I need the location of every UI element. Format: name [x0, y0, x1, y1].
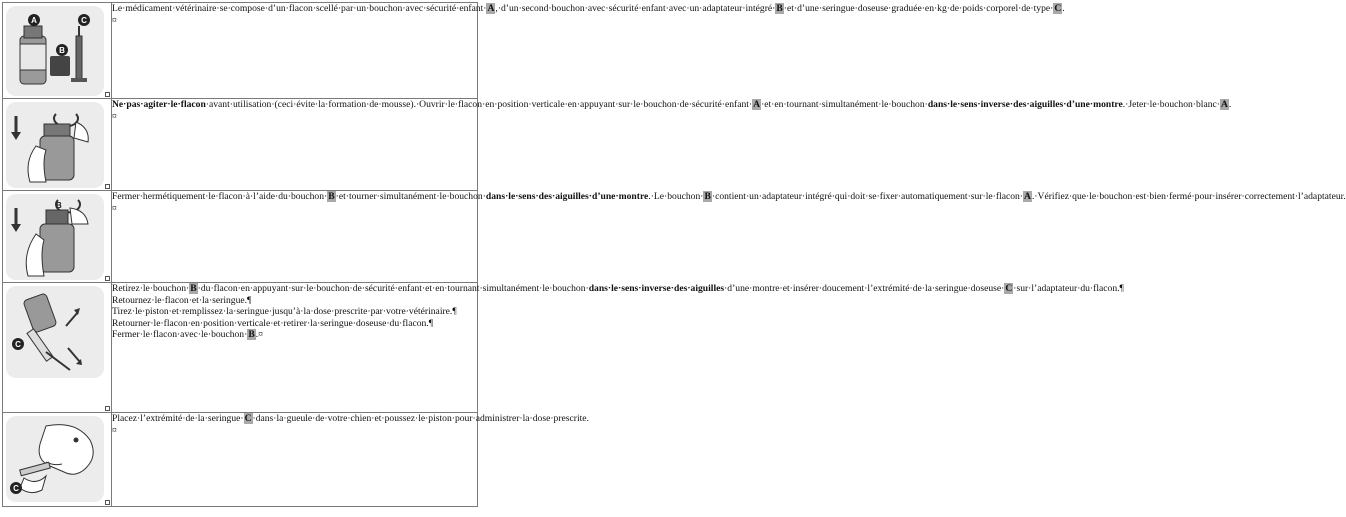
bold-text: dans·le·sens·inverse·des·aiguilles·d’une·montre — [927, 99, 1123, 110]
body-text: Fermer·le·flacon·avec·le·bouchon· — [112, 329, 248, 341]
component-label: A — [753, 99, 761, 110]
bold-text: dans·le·sens·des·aiguilles·d’une·montre — [485, 191, 649, 202]
paragraph-end-text: ·dans·la·gueule·de·votre·chien·et·poussez·le·piston·pour·administrer·la·dose·prescrite.¤ — [112, 413, 589, 436]
instruction-paragraph — [112, 306, 477, 318]
illustration-cell — [3, 3, 112, 99]
instruction-paragraph — [112, 329, 477, 341]
step-row-3 — [3, 191, 478, 283]
body-text: ·d’une·montre·et·insérer·doucement·l’extrémité·de·la·seringue·doseuse· — [724, 283, 1005, 294]
cell-end-marker — [105, 92, 110, 97]
paragraph-end-text: ·sur·l’adaptateur·du·flacon.¶ — [1013, 283, 1124, 294]
label-a: A — [31, 16, 37, 25]
bold-text: Ne·pas·agiter·le·flacon — [112, 99, 206, 110]
text-cell — [112, 191, 1346, 283]
cell-end-marker — [105, 500, 110, 505]
paragraph-end-text: .¤ — [255, 329, 263, 341]
label-b: B — [59, 46, 65, 55]
body-text: ·et·tourner·simultanément·le·bouchon· — [335, 191, 486, 202]
component-label: C — [244, 413, 252, 424]
cell-end-marker — [105, 276, 110, 281]
component-label: B — [704, 191, 711, 202]
cell-end-marker — [105, 184, 110, 189]
component-label: A — [1024, 191, 1031, 202]
illustration-cell — [3, 283, 112, 413]
component-label: B — [776, 3, 783, 14]
instruction-paragraph — [112, 283, 1124, 295]
paragraph-end-text: .¤ — [112, 99, 1232, 122]
component-label: A — [1220, 99, 1228, 110]
label-b: B — [56, 201, 62, 210]
label-c: C — [15, 340, 21, 349]
body-text: .·Jeter·le·bouchon·blanc· — [1122, 99, 1220, 110]
body-text: ,·d’un·second·bouchon·avec·sécurité·enfant·avec·un·adaptateur·intégré· — [495, 3, 776, 14]
syringe-fill-illustration — [6, 286, 104, 378]
bold-text: dans·le·sens·inverse·des·aiguilles — [588, 283, 725, 294]
text-cell — [112, 3, 1065, 99]
step-row-4 — [3, 283, 478, 413]
body-text: ·du·flacon·en·appuyant·sur·le·bouchon·de·sécurité·enfant·et·en·tournant·simultanément·le·bouchon· — [197, 283, 589, 294]
dog-dosing-illustration — [6, 416, 104, 502]
instruction-paragraph — [112, 3, 1065, 26]
component-label: C — [1054, 3, 1062, 14]
paragraph-end-text: Retourner·le·flacon·en·position·verticale·et·retirer·la·seringue·doseuse·du·flacon.¶ — [112, 317, 434, 329]
text-cell — [112, 283, 1124, 413]
instruction-paragraph — [112, 318, 477, 330]
instructions-table — [2, 2, 1346, 507]
step-row-1 — [3, 3, 478, 99]
component-label: B — [190, 283, 197, 294]
step-row-5 — [3, 413, 478, 507]
paragraph-end-text: .·Vérifiez·que·le·bouchon·est·bien·fermé·pour·insérer·correctement·l’adaptateur.¤ — [112, 191, 1346, 214]
cell-end-marker — [105, 406, 110, 411]
text-cell — [112, 99, 1232, 191]
label-c: C — [81, 16, 87, 25]
illustration-cell — [3, 191, 112, 283]
body-text: Placez·l’extrémité·de·la·seringue· — [112, 413, 244, 424]
instruction-paragraph — [112, 295, 477, 307]
illustration-cell — [3, 413, 112, 507]
instruction-paragraph — [112, 99, 1232, 122]
component-label: A — [487, 3, 495, 14]
body-text: Le·médicament·vétérinaire·se·compose·d’un·flacon·scellé·par·un·bouchon·avec·sécurité·enfant· — [112, 3, 487, 14]
paragraph-end-text: Retournez·le·flacon·et·la·seringue.¶ — [112, 294, 252, 306]
text-cell — [112, 413, 589, 507]
body-text: Retirez·le·bouchon· — [112, 283, 190, 294]
close-bottle-illustration — [6, 194, 104, 280]
body-text: ·et·en·tournant·simultanément·le·bouchon· — [761, 99, 928, 110]
body-text: ·avant·utilisation·(ceci·évite·la·formation·de·mousse).·Ouvrir·le·flacon·en·position·verticale·en·appuyant·sur·le·bouchon·de·sécurité·enfant· — [205, 99, 753, 110]
body-text: Fermer·hermétiquement·le·flacon·à·l’aide·du·bouchon· — [112, 191, 328, 202]
component-label: B — [328, 191, 335, 202]
bottle-kit-illustration — [6, 6, 104, 96]
illustration-cell — [3, 99, 112, 191]
component-label: B — [248, 329, 255, 341]
body-text: .·Le·bouchon· — [648, 191, 704, 202]
body-text: ·et·d’une·seringue·doseuse·graduée·en·kg·de·poids·corporel·de·type· — [783, 3, 1054, 14]
step-row-2 — [3, 99, 478, 191]
paragraph-end-text: Tirez·le·piston·et·remplissez·la·seringue·jusqu’à·la·dose·prescrite·par·votre·vétérinaire.¶ — [112, 306, 457, 318]
label-c: C — [13, 484, 19, 493]
paragraph-end-text: .¤ — [112, 3, 1065, 26]
instruction-paragraph — [112, 191, 1346, 214]
body-text: ·contient·un·adaptateur·intégré·qui·doit·se·fixer·automatiquement·sur·le·flacon· — [711, 191, 1023, 202]
component-label: C — [1005, 283, 1013, 294]
instruction-paragraph — [112, 413, 589, 436]
open-bottle-illustration — [6, 102, 104, 188]
